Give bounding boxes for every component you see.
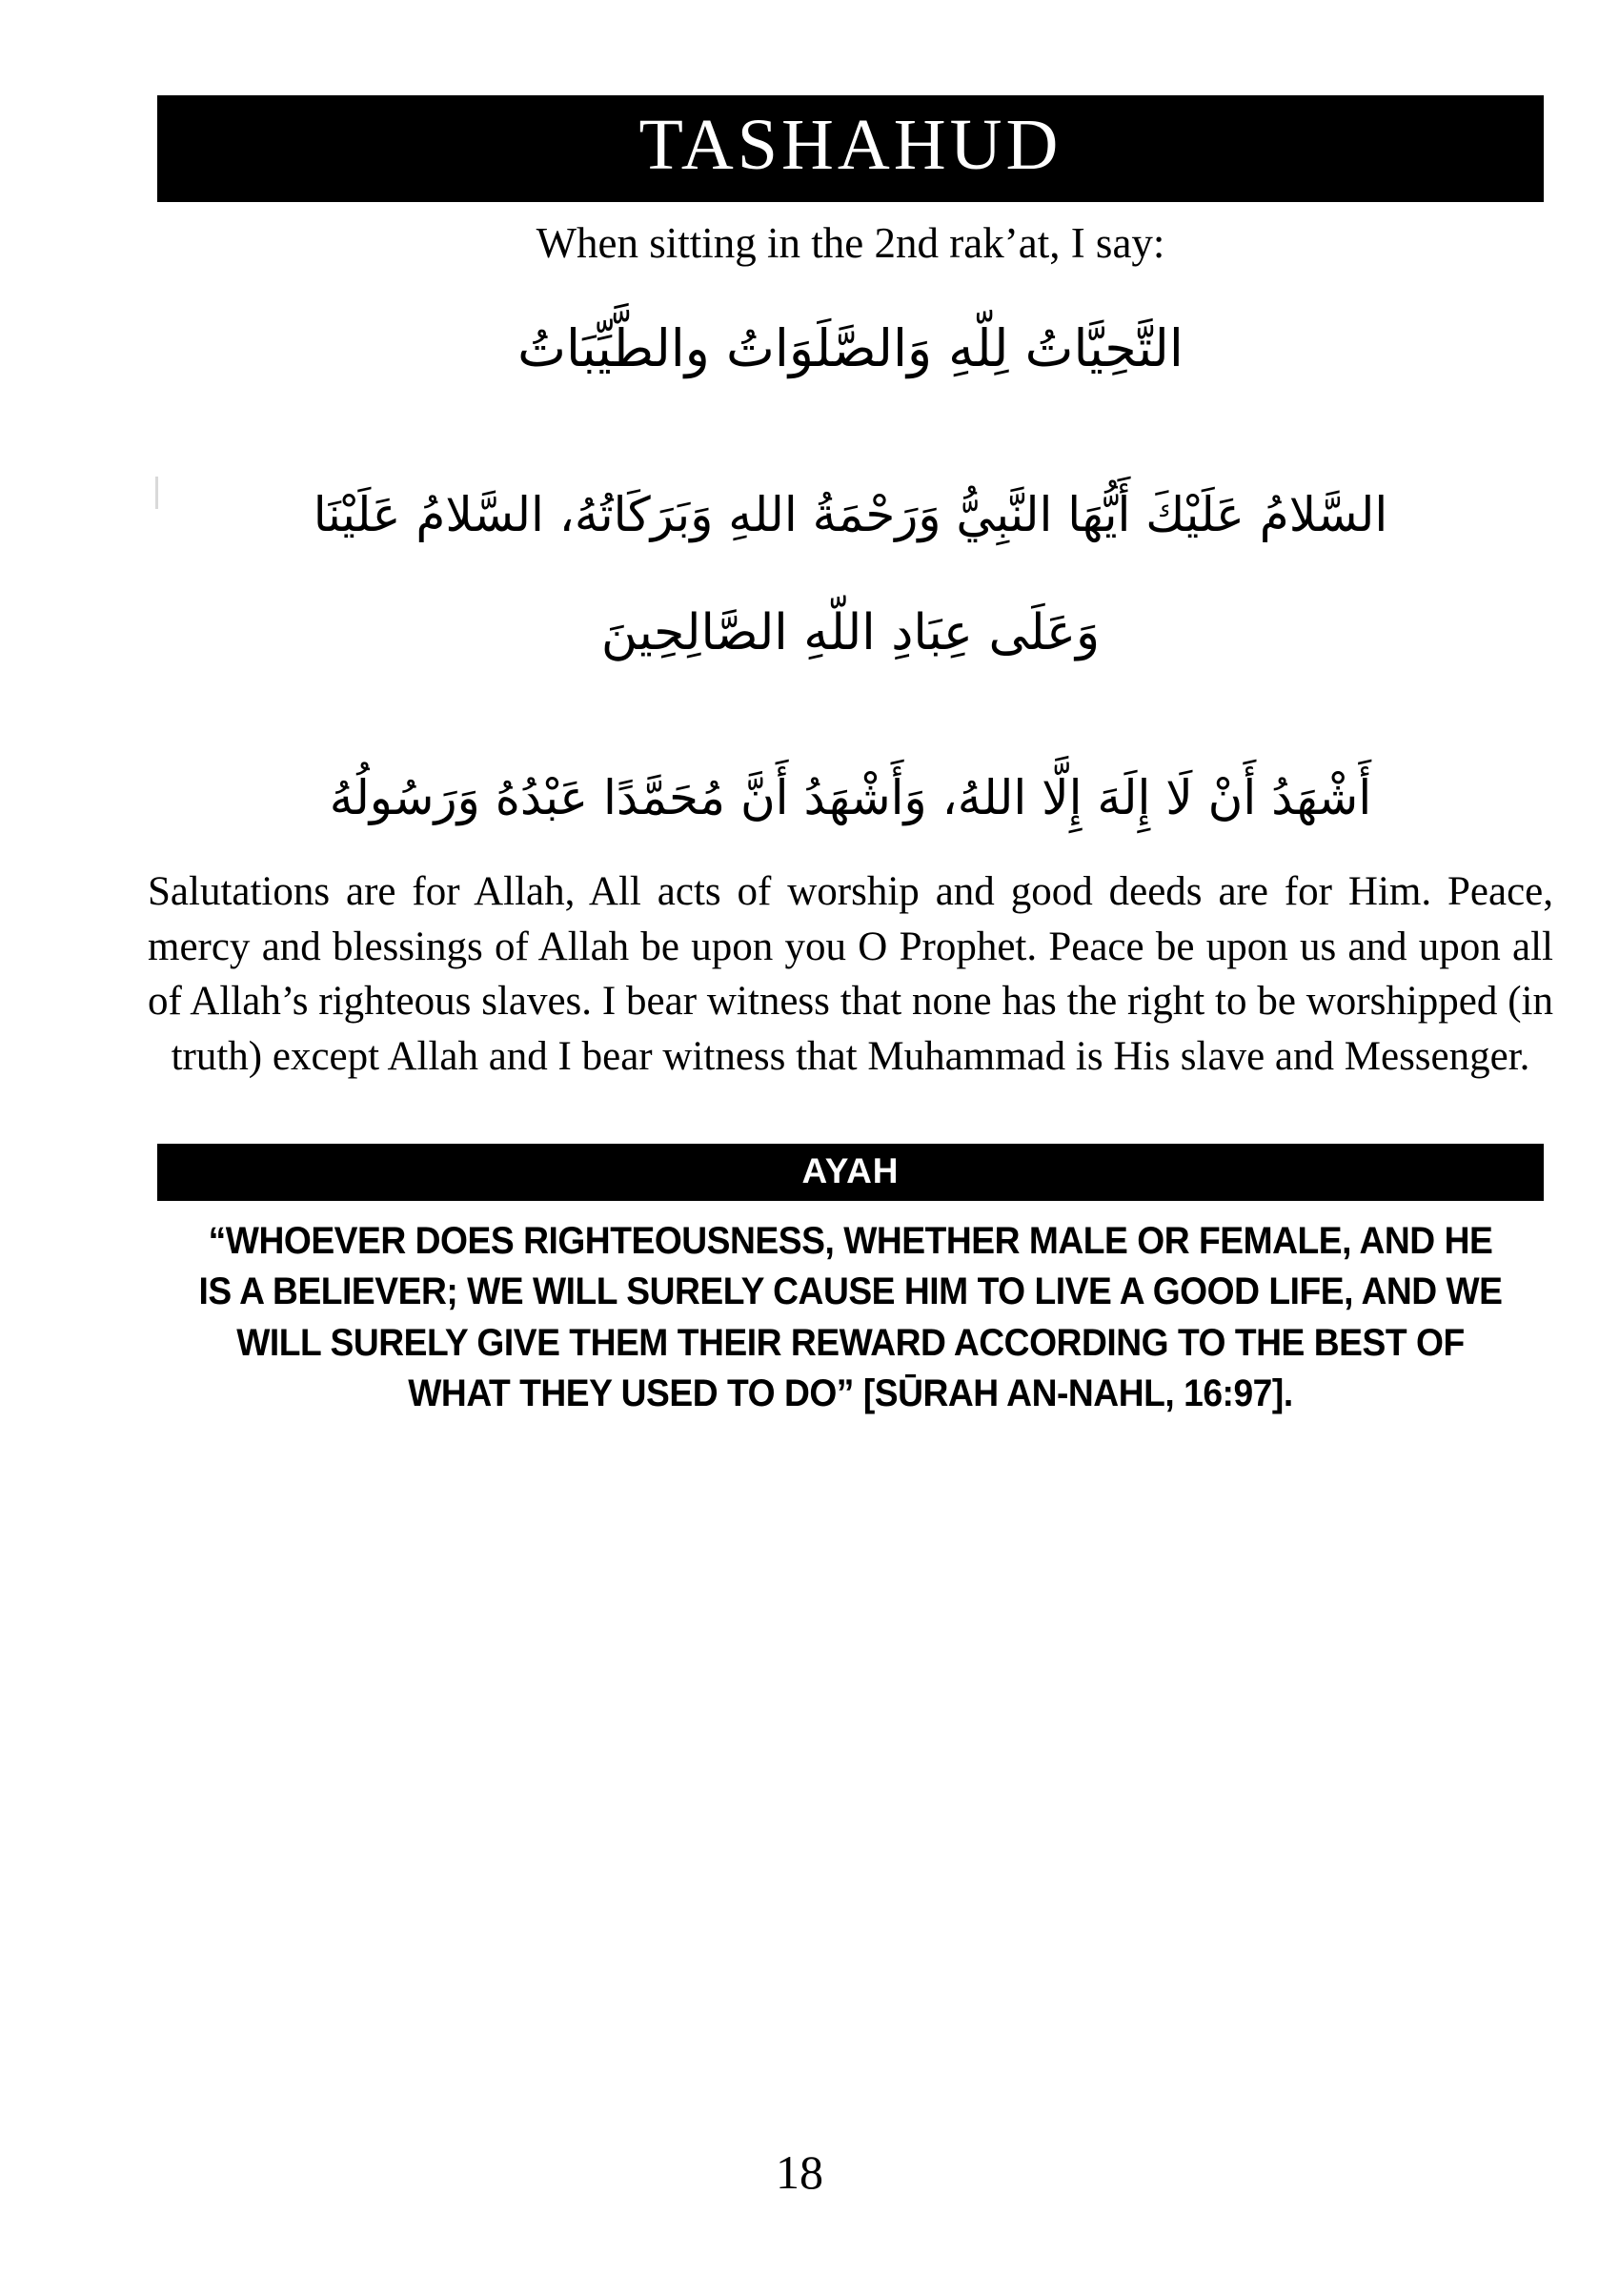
ayah-quote-text: “WHOEVER DOES RIGHTEOUSNESS, WHETHER MALE OR FEMALE, AND HE IS A BELIEVER; WE WILL SURELY CAUSE HIM TO LIVE A GOOD LIFE, AND WE WILL SURELY GIVE THEM THEIR REWARD ACCORDING TO THE BEST OF WHAT THEY USED TO DO” [SŪRAH AN-NAHL, 16:97]. xyxy=(198,1219,1503,1415)
arabic-line-1: التَّحِيَّاتُ لِلّهِ وَالصَّلَوَاتُ والطَّيِّبَاتُ xyxy=(517,318,1184,378)
section-title-banner xyxy=(157,95,1544,202)
arabic-line-2: السَّلامُ عَلَيْكَ أَيُّهَا النَّبِيُّ وَرَحْمَةُ اللهِ وَبَرَكَاتُهُ، السَّلامُ عَلَيْنَا xyxy=(313,486,1388,542)
ayah-section-header: AYAH xyxy=(157,1144,1544,1201)
page-number: 18 xyxy=(776,2145,823,2199)
translation-text: Salutations are for Allah, All acts of worship and good deeds are for Him. Peace, mercy and blessings of Allah be upon you O Prophet. Peace be upon us and upon all of Allah’s righteous slaves. I bear witness that none has the right to be worshipped (in truth) except Allah and I bear witness that Muhammad is His slave and Messenger. xyxy=(148,869,1553,1079)
page-title: TASHAHUD xyxy=(638,105,1063,185)
arabic-line-3: وَعَلَى عِبَادِ اللّهِ الصَّالِحِينَ xyxy=(600,604,1101,662)
arabic-line-4: أَشْهَدُ أَنْ لَا إِلَهَ إِلَّا اللهُ، وَأَشْهَدُ أَنَّ مُحَمَّدًا عَبْدُهُ وَرَسُولُهُ xyxy=(329,769,1372,825)
intro-instruction: When sitting in the 2nd rak’at, I say: xyxy=(536,219,1165,267)
page-content xyxy=(148,95,1553,1420)
